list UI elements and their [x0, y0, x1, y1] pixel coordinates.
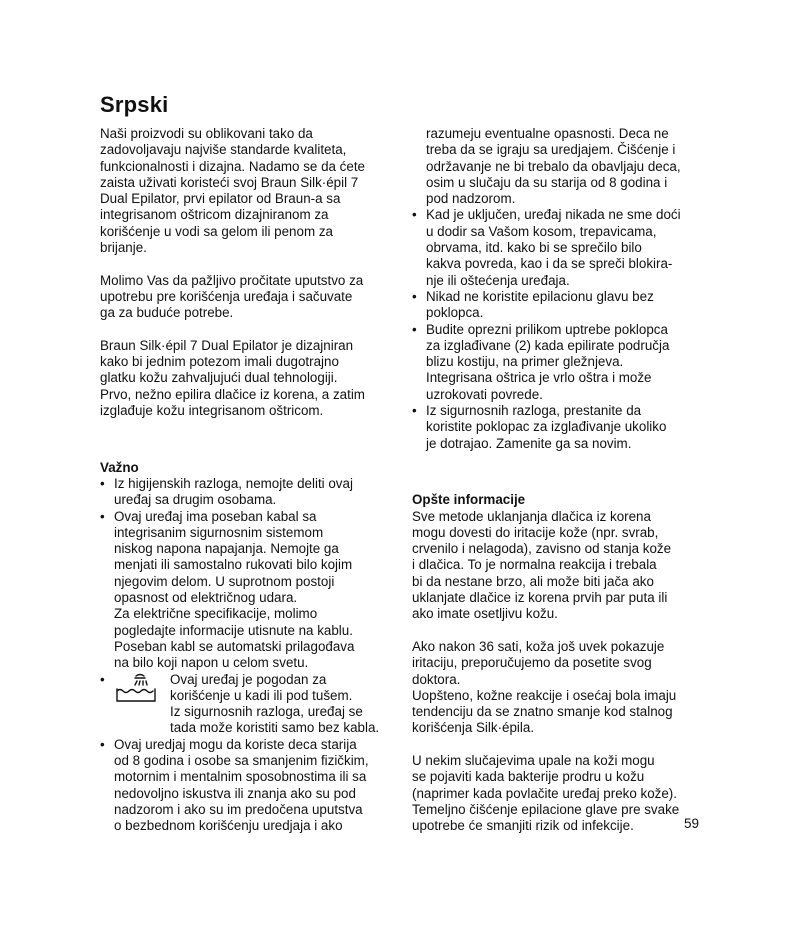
text-line: integrisanom oštricom dizajniranom za — [100, 207, 329, 223]
text-line: brijanje. — [100, 240, 147, 256]
text-line: Ovaj uređaj je pogodan za — [170, 671, 327, 687]
text-line: na bilo koji napon u celom svetu. — [114, 655, 309, 671]
text-line: i dlačica. To je normalna reakcija i trebala — [412, 557, 657, 573]
text-line: Integrisana oštrica je vrlo oštra i može — [426, 370, 652, 386]
text-line: doktora. — [412, 671, 461, 687]
text-line: nedovoljno iskustva ili znanja ako su pod — [114, 785, 356, 801]
text-line: korišćenje u vodi sa gelom ili penom za — [100, 223, 333, 239]
text-line: Iz higijenskih razloga, nemojte deliti ovaj — [114, 475, 353, 491]
text-line: poklopca. — [426, 305, 484, 321]
bullet-item — [412, 322, 702, 403]
text-line: Ako nakon 36 sati, koža još uvek pokazuje — [412, 638, 665, 654]
important-heading: Važno — [100, 459, 139, 475]
text-line: mogu dovesti do iritacije kože (npr. svrab, — [412, 524, 659, 540]
text-line: menjati ili samostalno rukovati bilo kojim — [114, 557, 353, 573]
bullet-dot: • — [412, 207, 417, 223]
text-line: motornim i mentalnim sposobnostima ili sa — [114, 769, 367, 785]
text-line: Prvo, nežno epilira dlačice iz korena, a zatim — [100, 386, 365, 402]
text-line: uređaj sa drugim osobama. — [114, 492, 277, 508]
text-line: U nekim slučajevima upale na koži mogu — [412, 752, 655, 768]
text-line: funkcionalnosti i dizajna. Nadamo se da ćete — [100, 158, 365, 174]
text-line: Sve metode uklanjanja dlačica iz korena — [412, 508, 651, 524]
text-line: integrisanim sigurnosnim sistemom — [114, 524, 324, 540]
text-line: uklanjate dlačice iz korena prvih par puta ili — [412, 590, 668, 606]
bullet-item-bath — [100, 672, 390, 737]
text-line: (naprimer kada povlačite uređaj preko kože). — [412, 785, 677, 801]
text-line: ga za buduće potrebe. — [100, 305, 234, 321]
text-line: tendenciju da se znatno smanje kod stalnog — [412, 704, 673, 720]
bullet-dot: • — [100, 736, 105, 752]
text-line: Temeljno čišćenje epilacione glave pre svake — [412, 801, 680, 817]
text-line: u dodir sa Vašom kosom, trepavicama, — [426, 223, 657, 239]
text-line: njegovim delom. U suprotnom postoji — [114, 573, 335, 589]
text-line: korišćenje u kadi ili pod tušem. — [170, 687, 353, 703]
text-line: nadzorom i ako su im predočena uputstva — [114, 801, 363, 817]
text-line: kakva povreda, kao i da se spreči blokira- — [426, 256, 673, 272]
text-line: Poseban kabl se automatski prilagođava — [114, 638, 355, 654]
text-line: Iz sigurnosnih razloga, prestanite da — [426, 403, 642, 419]
text-line: tada može koristiti samo bez kabla. — [170, 720, 380, 736]
text-line: upotrebu pre korišćenja uređaja i sačuvate — [100, 288, 353, 304]
text-line: iritaciju, preporučujemo da posetite svog — [412, 655, 652, 671]
bullet-dot: • — [100, 508, 105, 524]
text-line: je dotrajao. Zamenite ga sa novim. — [426, 435, 632, 451]
text-line: obrvama, itd. kako bi se sprečilo bilo — [426, 240, 642, 256]
text-line: korišćenja Silk·épila. — [412, 720, 535, 736]
text-line: ako imate osetljivu kožu. — [412, 606, 558, 622]
bullet-dot: • — [412, 288, 417, 304]
text-line: opasnost od električnog udara. — [114, 590, 298, 606]
read-notice-paragraph — [100, 273, 390, 322]
text-line: zadovoljavaju najviše standarde kvaliteta, — [100, 142, 347, 158]
text-line: Kad je uključen, uređaj nikada ne sme doći — [426, 207, 681, 223]
text-line: koristite poklopac za izglađivanje ukoliko — [426, 419, 667, 435]
text-line: uzrokovati povrede. — [426, 386, 543, 402]
bullet-item — [412, 207, 702, 288]
text-line: se pojaviti kada bakterije prodru u kožu — [412, 769, 645, 785]
text-line: crvenilo i nelagoda), zavisno od stanja kože — [412, 541, 672, 557]
text-line: Uopšteno, kožne reakcije i osećaj bola imaju — [412, 687, 677, 703]
text-line: osim u slučaju da su starija od 8 godina i — [426, 174, 668, 190]
text-line: izglađuje kožu integrisanom oštricom. — [100, 403, 324, 419]
bath-shower-icon — [114, 672, 158, 704]
text-line: pod nadzorom. — [426, 191, 516, 207]
text-line: Iz sigurnosnih razloga, uređaj se — [170, 704, 363, 720]
text-line: nje ili oštećenja uređaja. — [426, 272, 570, 288]
bullet-dot: • — [412, 403, 417, 419]
text-line: niskog napona napajanja. Nemojte ga — [114, 541, 339, 557]
right-column — [412, 126, 702, 834]
description-paragraph — [100, 338, 390, 419]
page-number: 59 — [684, 816, 700, 831]
text-line: upotrebe će smanjiti rizik od infekcije. — [412, 818, 634, 834]
text-line: Molimo Vas da pažljivo pročitate uputstvo za — [100, 272, 364, 288]
bullet-dot: • — [100, 671, 105, 687]
text-line: Naši proizvodi su oblikovani tako da — [100, 126, 313, 141]
page-title: Srpski — [100, 92, 169, 117]
text-line: blizu kostiju, na primer gležnjeva. — [426, 354, 624, 370]
bullet-item — [100, 476, 390, 509]
text-line: Budite oprezni prilikom uptrebe poklopca — [426, 321, 668, 337]
text-line: razumeju eventualne opasnosti. Deca ne — [426, 126, 669, 141]
text-line: Dual Epilator, prvi epilator od Braun-a sa — [100, 191, 341, 207]
bullet-item — [100, 737, 390, 835]
general-paragraph-1 — [412, 509, 702, 623]
bullet-continuation — [412, 126, 702, 207]
text-line: Za električne specifikacije, molimo — [114, 606, 318, 622]
text-line: o bezbednom korišćenju uredjaja i ako — [114, 818, 343, 834]
text-line: Ovaj uredjaj mogu da koriste deca starija — [114, 736, 357, 752]
general-info-heading: Opšte informacije — [412, 492, 526, 508]
intro-paragraph — [100, 126, 390, 256]
general-paragraph-3 — [412, 753, 702, 834]
bullet-dot: • — [412, 321, 417, 337]
text-line: Braun Silk·épil 7 Dual Epilator je dizajniran — [100, 337, 354, 353]
text-line: Ovaj uređaj ima poseban kabal sa — [114, 508, 317, 524]
text-line: Nikad ne koristite epilacionu glavu bez — [426, 288, 654, 304]
left-column — [100, 126, 390, 834]
text-line: od 8 godina i osobe sa smanjenim fizičkim, — [114, 752, 369, 768]
bullet-item — [412, 403, 702, 452]
text-line: održavanje ne bi trebalo da obavljaju deca, — [426, 158, 681, 174]
bullet-item — [412, 289, 702, 322]
text-line: glatku kožu zahvaljujući dual tehnologiji. — [100, 370, 338, 386]
bullet-dot: • — [100, 475, 105, 491]
bullet-item — [100, 509, 390, 672]
general-paragraph-2 — [412, 639, 702, 737]
text-line: bi da nestane brzo, ali može biti jača ako — [412, 573, 654, 589]
text-line: treba da se igraju sa uredjajem. Čišćenje i — [426, 142, 676, 158]
text-line: pogledajte informacije utisnute na kablu. — [114, 622, 353, 638]
text-line: zaista uživati koristeći svoj Braun Silk·épil 7 — [100, 174, 359, 190]
text-line: kako bi jednim potezom imali dugotrajno — [100, 354, 339, 370]
text-line: za izglađivane (2) kada epilirate područja — [426, 337, 670, 353]
